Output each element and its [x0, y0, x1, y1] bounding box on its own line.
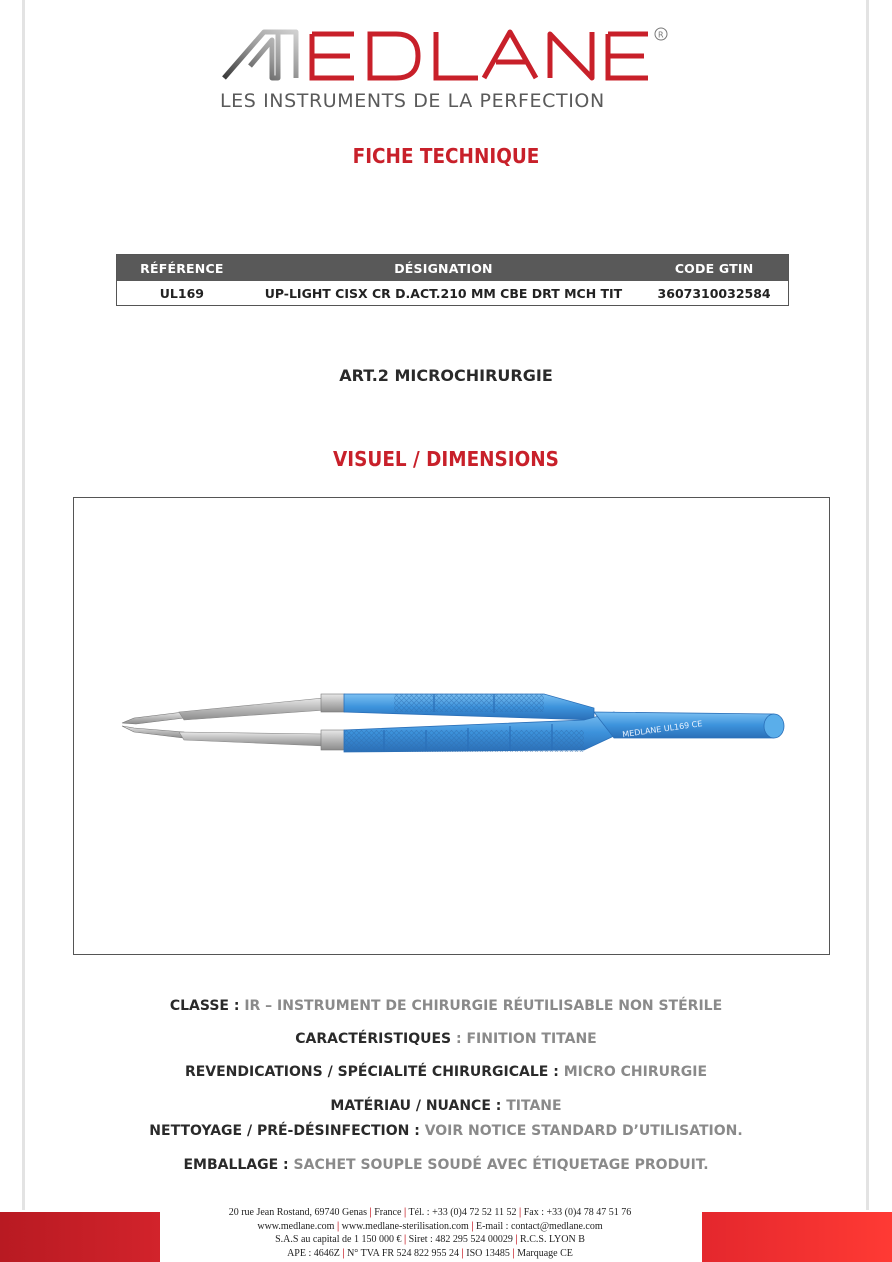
header-gtin: CODE GTIN — [640, 255, 788, 282]
table-header-row — [117, 255, 789, 282]
cell-gtin: 3607310032584 — [657, 285, 771, 301]
svg-text:MEDLANE UL169 CE: MEDLANE UL169 CE — [621, 719, 703, 740]
instrument-image — [74, 498, 831, 956]
logo-tagline: LES INSTRUMENTS DE LA PERFECTION — [220, 90, 605, 112]
svg-text:R: R — [658, 30, 664, 40]
page-title: FICHE TECHNIQUE — [352, 144, 540, 168]
footer-link-medlane[interactable]: www.medlane.com — [257, 1220, 335, 1232]
footer-red-band-right — [702, 1212, 892, 1262]
product-category: ART.2 MICROCHIRURGIE — [339, 366, 553, 385]
footer-link-sterilisation[interactable]: www.medlane-sterilisation.com — [341, 1220, 469, 1232]
spec-classe: CLASSE : IR – INSTRUMENT DE CHIRURGIE RÉUTILISABLE NON STÉRILE — [169, 998, 723, 1014]
footer-red-band-left — [0, 1212, 160, 1262]
header-designation: DÉSIGNATION — [247, 255, 640, 282]
reference-table — [116, 254, 789, 306]
spec-caracteristiques: CARACTÉRISTIQUES : FINITION TITANE — [295, 1031, 597, 1047]
visual-section-title: VISUEL / DIMENSIONS — [333, 447, 559, 471]
spec-materiau: MATÉRIAU / NUANCE : TITANE — [330, 1098, 562, 1114]
footer-contact — [160, 1206, 700, 1260]
footer-line-address: 20 rue Jean Rostand, 69740 Genas | France | Tél. : +33 (0)4 72 52 11 52 | Fax : +33 (0)4 78 47 51 76 — [228, 1207, 632, 1218]
footer-line-web: www.medlane.com | www.medlane-sterilisation.com | E-mail : contact@medlane.com — [257, 1220, 603, 1232]
instrument-visual-frame — [73, 497, 830, 955]
right-border-line — [866, 0, 869, 1210]
footer-line-company: S.A.S au capital de 1 150 000 € | Siret : 482 295 524 00029 | R.C.S. LYON B — [275, 1234, 585, 1245]
footer-line-registration: APE : 4646Z | N° TVA FR 524 822 955 24 | ISO 13485 | Marquage CE — [287, 1247, 573, 1259]
header-reference: RÉFÉRENCE — [117, 255, 247, 282]
spec-nettoyage: NETTOYAGE / PRÉ-DÉSINFECTION : VOIR NOTICE STANDARD D’UTILISATION. — [149, 1123, 743, 1139]
left-border-line — [22, 0, 25, 1210]
footer-email[interactable]: E-mail : contact@medlane.com — [475, 1220, 603, 1232]
cell-reference: UL169 — [159, 285, 204, 301]
spec-emballage: EMBALLAGE : SACHET SOUPLE SOUDÉ AVEC ÉTIQUETAGE PRODUIT. — [183, 1157, 709, 1173]
table-row — [117, 281, 789, 306]
cell-designation: UP-LIGHT CISX CR D.ACT.210 MM CBE DRT MCH TIT — [264, 285, 623, 301]
spec-revendications: REVENDICATIONS / SPÉCIALITÉ CHIRURGICALE : MICRO CHIRURGIE — [184, 1064, 708, 1080]
